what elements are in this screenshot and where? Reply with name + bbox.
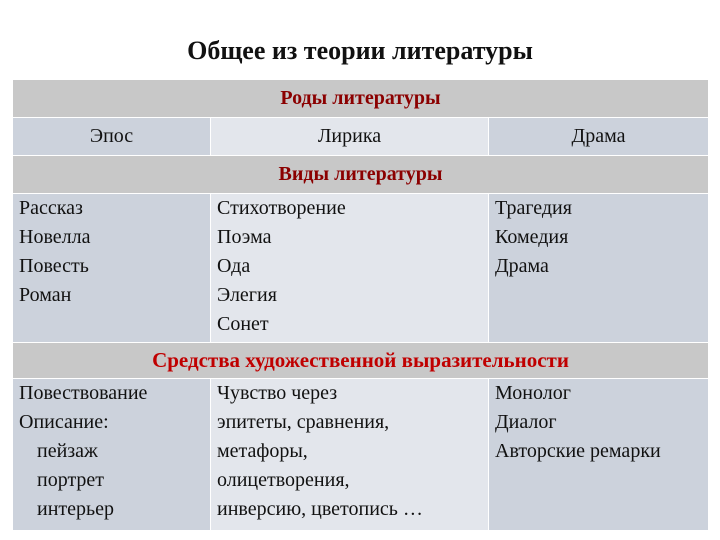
list-item: Поэма xyxy=(217,226,272,248)
list-item: пейзаж xyxy=(37,440,98,462)
list-item: Чувство через xyxy=(217,382,338,404)
list-item: метафоры, xyxy=(217,440,308,462)
list-item: эпитеты, сравнения, xyxy=(217,411,390,433)
section-sredstva: Средства художественной выразительности xyxy=(13,343,709,379)
literature-theory-table xyxy=(12,79,709,531)
list-item: Повесть xyxy=(19,255,89,277)
sredstva-lirika-cell xyxy=(211,379,489,531)
vidy-drama-cell xyxy=(489,194,709,343)
list-item: Рассказ xyxy=(19,197,83,219)
list-item: Драма xyxy=(495,255,549,277)
list-item: Авторские ремарки xyxy=(495,440,661,462)
list-item: Повествование xyxy=(19,382,148,404)
section-rody: Роды литературы xyxy=(13,80,709,118)
vidy-epos-cell xyxy=(13,194,211,343)
list-item: инверсию, цветопись … xyxy=(217,498,423,520)
list-item: Элегия xyxy=(217,284,277,306)
section-vidy: Виды литературы xyxy=(13,156,709,194)
sredstva-drama-cell xyxy=(489,379,709,531)
sredstva-epos-cell xyxy=(13,379,211,531)
page-title: Общее из теории литературы xyxy=(187,36,533,65)
list-item: Новелла xyxy=(19,226,91,248)
list-item: Комедия xyxy=(495,226,569,248)
list-item: олицетворения, xyxy=(217,469,350,491)
list-item: Описание: xyxy=(19,411,109,433)
list-item: Стихотворение xyxy=(217,197,346,219)
vidy-lirika-cell xyxy=(211,194,489,343)
list-item: Ода xyxy=(217,255,251,277)
list-item: Монолог xyxy=(495,382,571,404)
list-item: Трагедия xyxy=(495,197,572,219)
list-item: Роман xyxy=(19,284,72,306)
list-item: Диалог xyxy=(495,411,557,433)
header-drama: Драма xyxy=(489,118,709,156)
header-lirika: Лирика xyxy=(211,118,489,156)
header-epos: Эпос xyxy=(13,118,211,156)
list-item: Сонет xyxy=(217,313,269,335)
list-item: портрет xyxy=(37,469,105,491)
list-item: интерьер xyxy=(37,498,115,520)
